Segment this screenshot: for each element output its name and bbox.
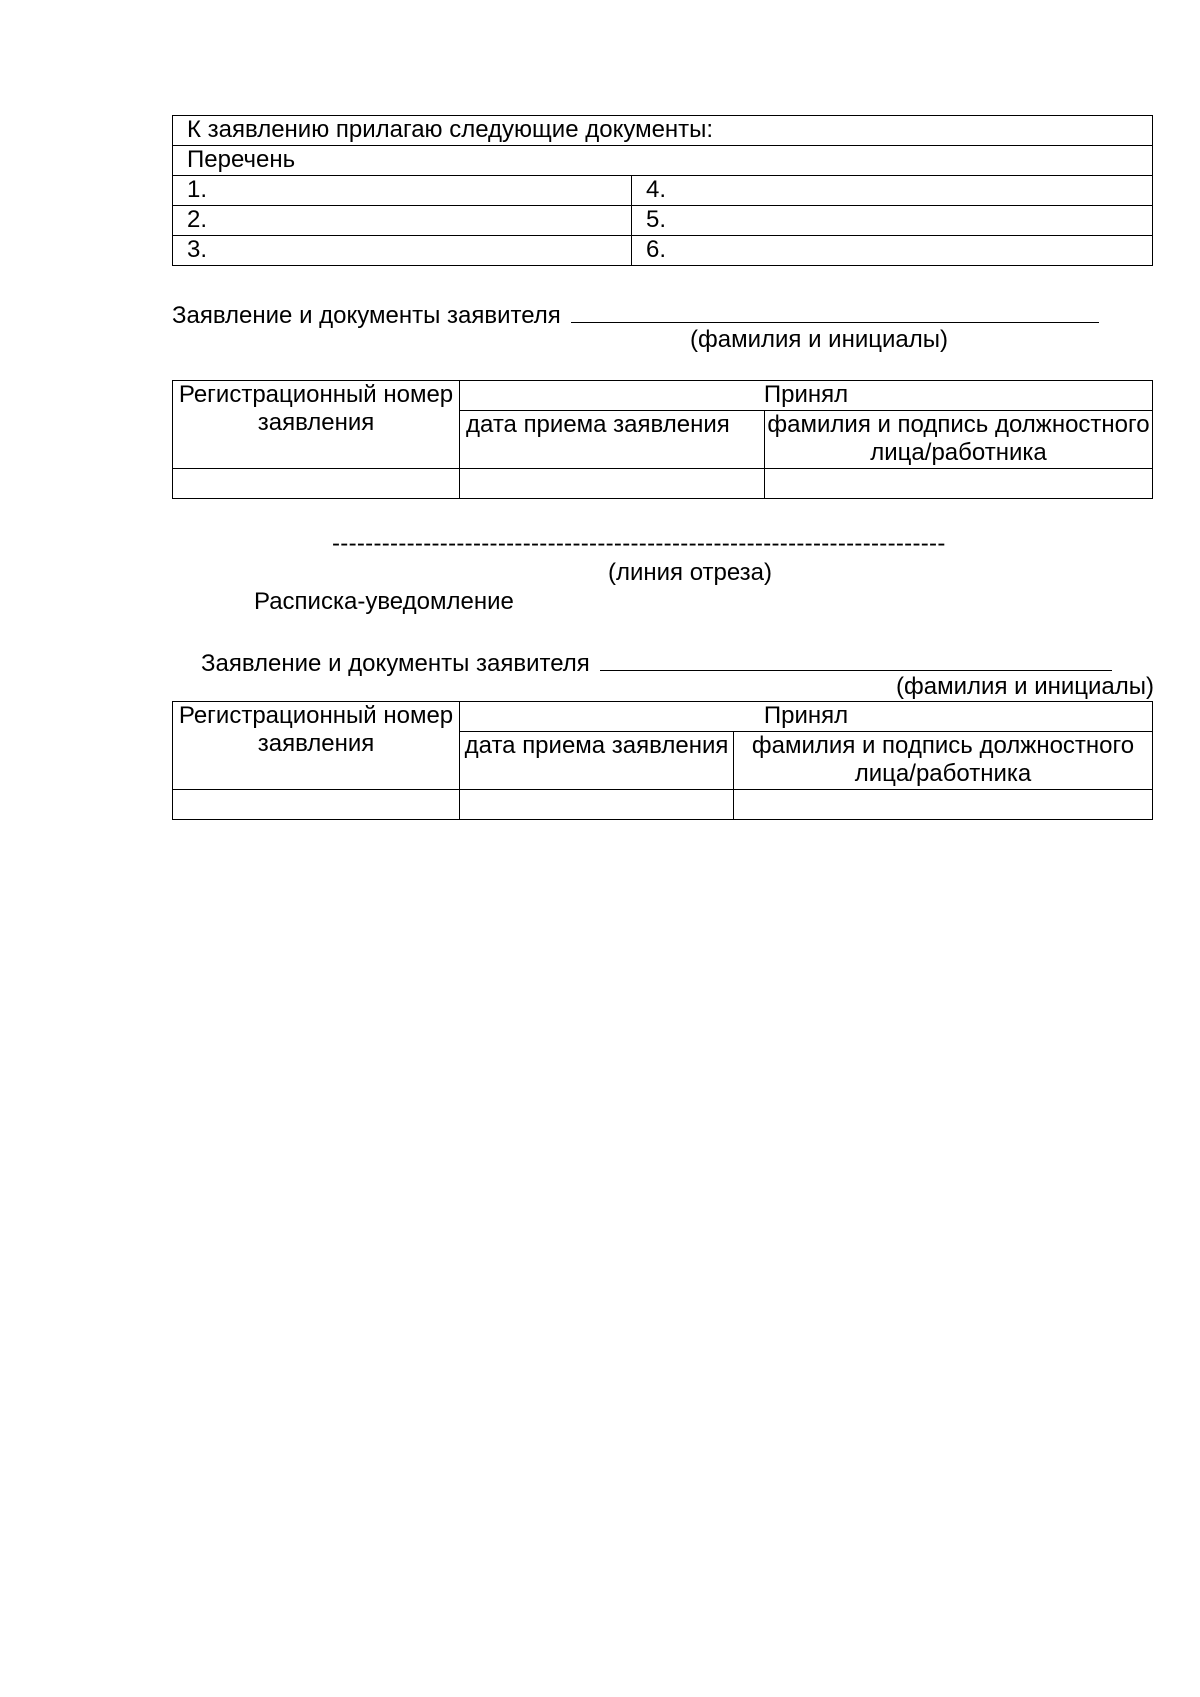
date-header: дата приема заявления: [460, 411, 765, 469]
attachment-item-1[interactable]: 1.: [173, 176, 632, 206]
name-sign-header: фамилия и подпись должностного лица/работника: [765, 411, 1153, 469]
accepted-header: Принял: [460, 381, 1153, 411]
attachments-title: К заявлению прилагаю следующие документы:: [173, 116, 1153, 146]
receipt-applicant-name-field[interactable]: [600, 644, 1112, 671]
applicant-line-text: Заявление и документы заявителя: [172, 302, 561, 329]
applicant-line: [172, 296, 1099, 330]
cut-line-caption: (линия отреза): [607, 559, 773, 586]
attachments-list-label: Перечень: [173, 146, 1153, 176]
reg-number-cell[interactable]: [173, 469, 460, 499]
receipt-accepted-header: Принял: [460, 702, 1153, 732]
applicant-name-field[interactable]: [571, 296, 1099, 323]
receipt-name-sign-cell[interactable]: [734, 790, 1153, 820]
receipt-date-header: дата приема заявления: [460, 732, 734, 790]
receipt-registration-table: [172, 701, 1153, 820]
receipt-name-sign-header: фамилия и подпись должностного лица/работника: [734, 732, 1153, 790]
receipt-reg-number-header: Регистрационный номер заявления: [173, 702, 460, 790]
name-sign-cell[interactable]: [765, 469, 1153, 499]
attachments-table: [172, 115, 1153, 266]
attachment-item-5[interactable]: 5.: [632, 206, 1153, 236]
attachment-item-6[interactable]: 6.: [632, 236, 1153, 266]
attachment-item-2[interactable]: 2.: [173, 206, 632, 236]
cut-line: --------------------------------------------------------------------------: [332, 530, 946, 557]
receipt-applicant-text: Заявление и документы заявителя: [201, 650, 590, 677]
receipt-reg-number-cell[interactable]: [173, 790, 460, 820]
receipt-date-cell[interactable]: [460, 790, 734, 820]
reg-number-header: Регистрационный номер заявления: [173, 381, 460, 469]
applicant-line-caption: (фамилия и инициалы): [690, 326, 948, 353]
receipt-title: Расписка-уведомление: [254, 588, 514, 615]
date-cell[interactable]: [460, 469, 765, 499]
attachment-item-3[interactable]: 3.: [173, 236, 632, 266]
attachment-item-4[interactable]: 4.: [632, 176, 1153, 206]
receipt-caption: (фамилия и инициалы): [896, 673, 1154, 700]
registration-table: [172, 380, 1153, 499]
